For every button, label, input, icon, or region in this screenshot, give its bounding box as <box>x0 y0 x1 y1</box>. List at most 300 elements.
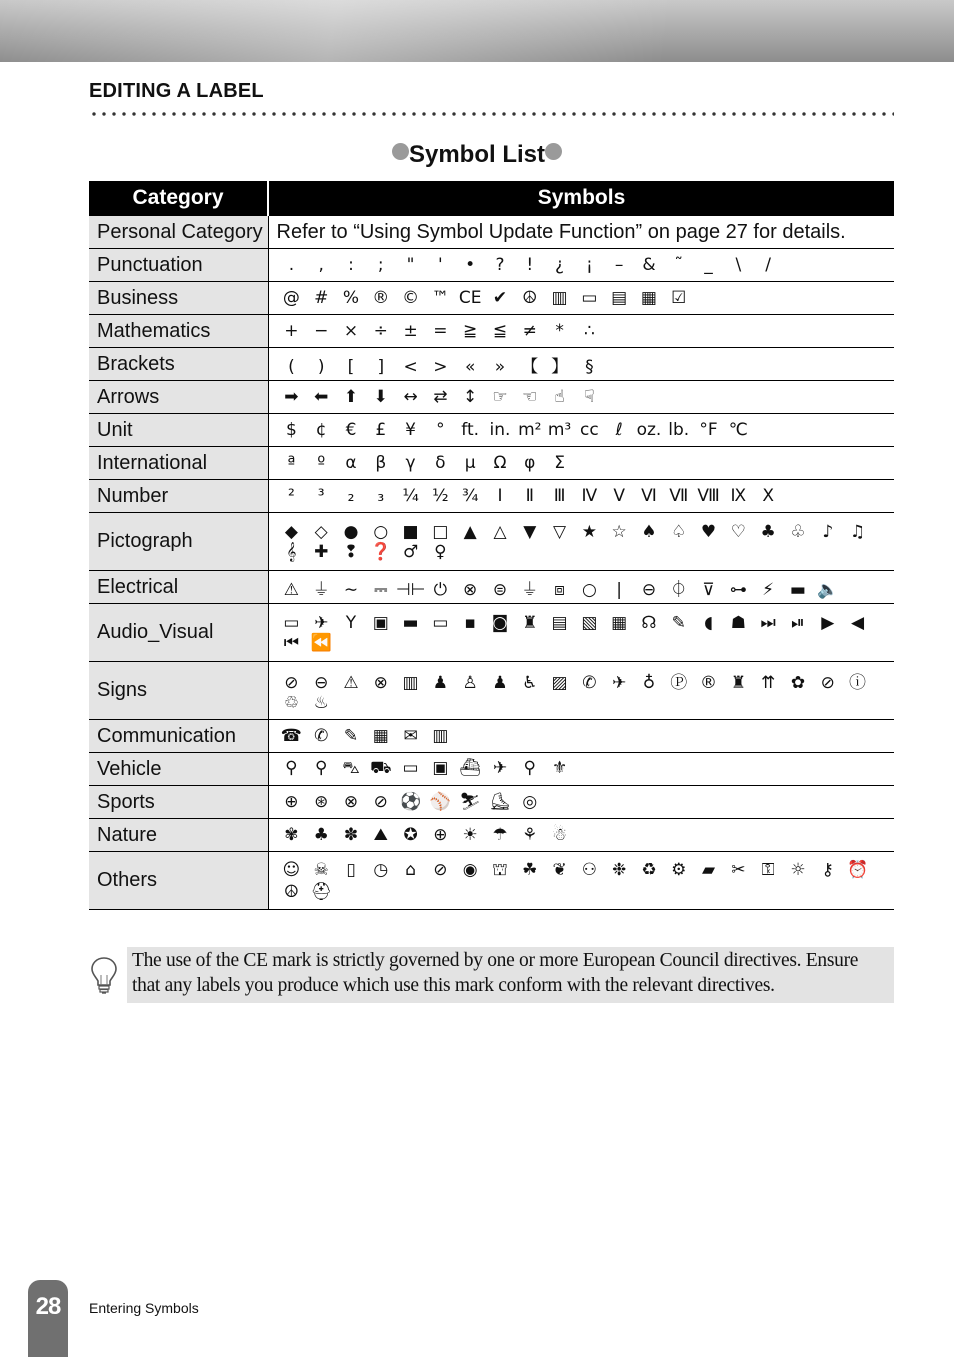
symbol-glyph: ⓘ <box>849 673 867 693</box>
symbol-glyph: ➡ <box>284 387 299 407</box>
symbol-glyph: ○ <box>373 521 389 542</box>
symbol-glyph: ☗ <box>730 612 746 633</box>
symbol-glyph: ▥ <box>402 673 419 693</box>
symbol-glyph: ✈ <box>314 612 329 633</box>
symbol-glyph: ⊕ <box>284 792 299 812</box>
symbol-glyph: – <box>614 255 624 275</box>
symbol-glyph: ☊ <box>641 612 657 633</box>
note-text: The use of the CE mark is strictly governed by one or more European Council directives. Ensure that any labels you produce which use this mark conform with the relevant directives. <box>132 950 859 996</box>
symbol-glyph: CE <box>458 288 482 308</box>
symbols-cell <box>268 720 894 753</box>
symbol-glyph: ⚜ <box>551 758 568 778</box>
symbol-glyph: § <box>585 356 594 377</box>
symbol-glyph: ⏪ <box>310 632 332 653</box>
symbol-glyph: ○ <box>581 579 597 600</box>
category-cell: Pictograph <box>89 513 268 571</box>
symbol-glyph: δ <box>435 453 446 473</box>
table-row <box>89 571 894 604</box>
symbol-glyph: ▬ <box>402 612 419 633</box>
symbol-glyph: ⚲ <box>523 758 536 778</box>
symbol-glyph: ⛟ <box>370 758 392 778</box>
symbol-glyph: 】 <box>551 356 569 377</box>
symbol-glyph: ▶ <box>821 612 835 633</box>
symbol-glyph: ⊘ <box>820 673 835 693</box>
symbol-glyph: ♟ <box>432 673 448 693</box>
symbol-glyph: ® <box>372 288 390 308</box>
symbol-glyph: ♟ <box>492 673 508 693</box>
symbol-glyph: Ⅵ <box>641 486 657 506</box>
category-cell: Nature <box>89 819 268 852</box>
table-row <box>89 282 894 315</box>
symbol-glyph: ) <box>317 356 325 377</box>
symbol-glyph: ▲ <box>463 521 477 542</box>
symbol-glyph: ✔ <box>492 288 508 308</box>
symbol-glyph: m² <box>518 420 542 440</box>
symbols-cell <box>268 348 894 381</box>
symbol-glyph: ♿ <box>522 673 538 693</box>
symbol-glyph: m³ <box>547 420 572 440</box>
symbol-glyph: © <box>402 288 420 308</box>
symbol-glyph: / <box>765 255 772 275</box>
symbol-glyph: ♣ <box>313 825 329 845</box>
symbol-glyph: Ⓟ <box>670 673 688 693</box>
symbol-glyph: ⛍ <box>342 758 360 778</box>
category-cell: Punctuation <box>89 249 268 282</box>
symbol-glyph: ▧ <box>581 612 598 633</box>
symbols-cell <box>268 414 894 447</box>
symbol-glyph: ♧ <box>790 521 806 542</box>
symbols-cell <box>268 786 894 819</box>
symbol-glyph: ˜ <box>674 255 683 275</box>
category-cell: Others <box>89 852 268 910</box>
symbol-glyph: ▪ <box>464 612 476 633</box>
symbol-glyph: ☑ <box>671 288 687 308</box>
symbol-glyph: , <box>318 255 324 275</box>
symbol-glyph: ▤ <box>551 612 568 633</box>
table-row <box>89 447 894 480</box>
table-row <box>89 662 894 720</box>
symbol-glyph: " <box>406 255 415 275</box>
symbol-glyph: ☠ <box>313 859 329 880</box>
category-cell: Vehicle <box>89 753 268 786</box>
symbol-glyph: ▤ <box>611 288 628 308</box>
symbol-glyph: Ⅸ <box>730 486 747 506</box>
symbol-glyph: ; <box>377 255 384 275</box>
symbol-glyph: ☺ <box>282 859 301 880</box>
section-title: EDITING A LABEL <box>89 80 264 102</box>
symbol-glyph: ¾ <box>461 486 479 506</box>
symbol-glyph: & <box>642 255 656 275</box>
symbol-glyph: \ <box>735 255 742 275</box>
symbol-glyph: ✉ <box>403 726 418 746</box>
symbol-glyph: ⚇ <box>581 859 597 880</box>
symbol-glyph: ⏰ <box>846 859 869 880</box>
footer-chapter: Entering Symbols <box>89 1300 199 1316</box>
table-row <box>89 819 894 852</box>
symbol-glyph: ⧈ <box>554 579 565 600</box>
symbols-cell: Refer to “Using Symbol Update Function” on page 27 for details. <box>268 216 894 249</box>
table-row <box>89 852 894 910</box>
symbol-glyph: ± <box>403 321 418 341</box>
symbol-glyph: α <box>345 453 357 473</box>
symbol-glyph: ⏭ <box>760 612 776 633</box>
symbol-glyph: ⬅ <box>314 387 329 407</box>
symbol-glyph: ▰ <box>702 859 716 880</box>
symbol-glyph: ⛷ <box>459 792 481 812</box>
symbol-glyph: ⇈ <box>761 673 776 693</box>
symbol-glyph: ♣ <box>760 521 776 542</box>
symbol-glyph: | <box>616 579 623 600</box>
symbol-glyph: − <box>314 321 329 341</box>
symbol-glyph: ⊖ <box>641 579 657 600</box>
dotted-divider <box>89 111 894 117</box>
symbols-cell <box>268 315 894 348</box>
symbol-glyph: ☘ <box>522 859 538 880</box>
symbol-glyph: ▥ <box>551 288 568 308</box>
symbol-list-title <box>0 141 954 169</box>
symbol-glyph: ▯ <box>346 859 356 880</box>
symbol-glyph: ⊣⊢ <box>395 579 426 600</box>
symbol-glyph: Ⅲ <box>553 486 566 506</box>
symbol-glyph: 𝄞 <box>286 541 297 562</box>
symbol-glyph: ▼ <box>523 521 537 542</box>
symbol-glyph: ✿ <box>790 673 806 693</box>
category-cell: Brackets <box>89 348 268 381</box>
symbols-cell <box>268 662 894 720</box>
symbol-glyph: ☀ <box>462 825 478 845</box>
symbols-cell <box>268 852 894 910</box>
symbol-glyph: ⊜ <box>492 579 508 600</box>
symbol-glyph: ♡ <box>730 521 746 542</box>
symbol-glyph: γ <box>405 453 416 473</box>
symbol-glyph: ⊛ <box>314 792 329 812</box>
symbol-glyph: ☃ <box>551 825 568 845</box>
table-row <box>89 480 894 513</box>
symbol-glyph: ☼ <box>790 859 806 880</box>
symbol-glyph: • <box>465 255 476 275</box>
symbol-glyph: ⊘ <box>284 673 299 693</box>
symbol-glyph: # <box>314 288 329 308</box>
symbol-glyph: ♀ <box>434 541 447 562</box>
symbol-glyph: ▦ <box>372 726 389 746</box>
symbol-glyph: Ⅹ <box>762 486 774 506</box>
table-row <box>89 786 894 819</box>
symbol-glyph: [ <box>347 356 355 377</box>
symbol-glyph: ⚿ <box>761 859 775 880</box>
symbol-glyph: ■ <box>402 521 419 542</box>
symbol-glyph: ✪ <box>403 825 418 845</box>
symbol-glyph: ⊕ <box>433 825 448 845</box>
symbol-glyph: ❓ <box>370 541 392 562</box>
column-header-category: Category <box>89 181 268 216</box>
table-row <box>89 720 894 753</box>
symbol-glyph: ₃ <box>377 486 385 506</box>
symbol-glyph: % <box>342 288 360 308</box>
symbols-cell <box>268 480 894 513</box>
symbol-glyph: lb. <box>668 420 690 440</box>
symbol-glyph: ≦ <box>492 321 508 341</box>
symbol-glyph: ❢ <box>343 541 359 562</box>
symbol-glyph: @ <box>282 288 300 308</box>
symbol-glyph: ● <box>343 521 359 542</box>
symbol-glyph: ⚠ <box>343 673 359 693</box>
symbol-glyph: ↔ <box>403 387 418 407</box>
symbol-glyph: ◎ <box>522 792 538 812</box>
symbol-glyph: ▨ <box>551 673 568 693</box>
symbol-glyph: ▦ <box>640 288 657 308</box>
symbol-glyph: ª <box>287 453 296 473</box>
table-row <box>89 315 894 348</box>
symbol-glyph: °F <box>699 420 718 440</box>
symbol-glyph: ▬ <box>789 579 806 600</box>
symbol-glyph: ☟ <box>584 387 595 407</box>
symbol-glyph: ⬇ <box>373 387 388 407</box>
symbol-glyph: ◖ <box>704 612 714 633</box>
symbol-glyph: ✂ <box>731 859 746 880</box>
symbol-glyph: ☮ <box>283 881 300 902</box>
symbol-glyph: ¥ <box>405 420 416 440</box>
table-row <box>89 348 894 381</box>
ce-mark-note <box>127 947 894 1003</box>
bullet-icon <box>545 143 562 160</box>
symbol-glyph: ◀ <box>851 612 865 633</box>
header-bar <box>0 0 954 62</box>
symbol-glyph: ½ <box>432 486 449 506</box>
symbol-glyph: ☮ <box>522 288 538 308</box>
symbol-glyph: ✆ <box>582 673 597 693</box>
symbol-glyph: ▦ <box>611 612 628 633</box>
symbol-glyph: ₂ <box>347 486 355 506</box>
symbol-glyph: ⏮ <box>283 632 300 653</box>
symbol-glyph: ▣ <box>432 758 449 778</box>
symbol-glyph: Ω <box>493 453 507 473</box>
symbol-glyph: ! <box>526 255 534 275</box>
symbol-glyph: ⛰ <box>373 825 388 845</box>
symbol-glyph: ✚ <box>314 541 329 562</box>
symbol-glyph: € <box>345 420 357 440</box>
symbol-glyph: ° <box>436 420 445 440</box>
symbol-glyph: > <box>433 356 448 377</box>
symbol-glyph: ³ <box>317 486 325 506</box>
bullet-icon <box>392 143 409 160</box>
category-cell: International <box>89 447 268 480</box>
symbol-glyph: ⚡ <box>762 579 775 600</box>
symbol-glyph: ∴ <box>583 321 595 341</box>
symbol-glyph: : <box>348 255 354 275</box>
symbol-glyph: ♙ <box>462 673 478 693</box>
symbol-glyph: in. <box>489 420 511 440</box>
symbol-glyph: oz. <box>636 420 662 440</box>
symbol-glyph: ⛑ <box>310 881 332 902</box>
symbol-glyph: ≠ <box>522 321 537 341</box>
symbol-glyph: * <box>555 321 564 341</box>
category-cell: Mathematics <box>89 315 268 348</box>
symbol-glyph: Y <box>345 612 357 633</box>
symbol-glyph: ⌂ <box>405 859 416 880</box>
symbol-glyph: ★ <box>581 521 597 542</box>
symbol-glyph: ♻ <box>641 859 657 880</box>
symbol-glyph: ⊽ <box>702 579 715 600</box>
symbol-glyph: ⚽ <box>400 792 422 812</box>
symbol-glyph: ⊶ <box>729 579 747 600</box>
symbol-glyph: ◙ <box>491 612 509 633</box>
symbol-glyph: ⊗ <box>463 579 478 600</box>
symbol-glyph: ⛫ <box>492 859 508 880</box>
symbols-cell <box>268 753 894 786</box>
symbol-glyph: ⚲ <box>314 758 328 778</box>
symbol-glyph: = <box>433 321 448 341</box>
table-row <box>89 249 894 282</box>
symbol-glyph: ✈ <box>612 673 627 693</box>
symbols-cell <box>268 282 894 315</box>
symbol-glyph: ✈ <box>492 758 508 778</box>
symbol-glyph: ✎ <box>671 612 686 633</box>
symbol-glyph: ▥ <box>432 726 449 746</box>
symbol-glyph: ♤ <box>671 521 687 542</box>
symbol-glyph: ▭ <box>283 612 300 633</box>
symbol-glyph: ∼ <box>343 579 359 600</box>
symbols-cell <box>268 604 894 662</box>
symbol-glyph: ¡ <box>585 255 593 275</box>
table-row <box>89 216 894 249</box>
lightbulb-icon <box>88 955 120 995</box>
symbol-glyph: ] <box>377 356 385 377</box>
symbols-cell <box>268 381 894 414</box>
symbol-glyph: ♨ <box>313 693 329 713</box>
symbol-glyph: ⚾ <box>429 792 451 812</box>
table-row <box>89 381 894 414</box>
symbol-glyph: + <box>284 321 299 341</box>
category-cell: Personal Category <box>89 216 268 249</box>
symbol-glyph: Ⅶ <box>669 486 689 506</box>
symbol-glyph: » <box>494 356 506 377</box>
symbol-glyph: ⛴ <box>459 758 481 778</box>
symbol-glyph: ▭ <box>581 288 598 308</box>
symbols-cell <box>268 447 894 480</box>
symbol-glyph: ☞ <box>492 387 508 407</box>
symbol-glyph: ⎓ <box>374 579 388 600</box>
symbol-glyph: ☝ <box>554 387 565 407</box>
symbol-glyph: ⚠ <box>283 579 300 600</box>
symbol-glyph: Σ <box>554 453 565 473</box>
symbol-glyph: ⏚ <box>521 579 539 600</box>
symbol-list-title-text: Symbol List <box>408 141 546 168</box>
symbol-glyph: ≧ <box>463 321 478 341</box>
table-row <box>89 414 894 447</box>
symbol-glyph: ⊗ <box>343 792 359 812</box>
symbol-glyph: △ <box>493 521 507 542</box>
symbol-glyph: ♪ <box>822 521 834 542</box>
symbol-glyph: ⊖ <box>314 673 329 693</box>
symbol-glyph: ² <box>287 486 295 506</box>
symbol-glyph: ⊗ <box>373 673 388 693</box>
symbol-glyph: ▭ <box>432 612 449 633</box>
category-cell: Arrows <box>89 381 268 414</box>
symbol-glyph: cc <box>580 420 599 440</box>
symbol-glyph: ✽ <box>343 825 359 845</box>
symbol-glyph: ¼ <box>402 486 419 506</box>
symbol-glyph: ÷ <box>373 321 388 341</box>
symbol-glyph: º <box>317 453 326 473</box>
symbol-glyph: ▣ <box>372 612 389 633</box>
symbol-glyph: ☎ <box>280 726 302 746</box>
table-row <box>89 753 894 786</box>
symbol-glyph: Ⅴ <box>613 486 625 506</box>
symbol-table-body <box>89 216 894 910</box>
symbol-glyph: ♥ <box>700 521 717 542</box>
category-cell: Electrical <box>89 571 268 604</box>
symbol-glyph: Ⅷ <box>697 486 720 506</box>
table-row <box>89 604 894 662</box>
symbol-glyph: ♫ <box>849 521 866 542</box>
symbol-glyph: $ <box>285 420 297 440</box>
symbol-glyph: ( <box>288 356 295 377</box>
symbol-glyph: ¢ <box>315 420 327 440</box>
symbol-glyph: ? <box>495 255 505 275</box>
symbol-glyph: × <box>343 321 359 341</box>
symbol-table <box>89 181 894 910</box>
symbol-glyph: ◉ <box>462 859 478 880</box>
symbol-glyph: Ⅰ <box>497 486 503 506</box>
symbol-glyph: ⚘ <box>522 825 538 845</box>
symbol-glyph: ✾ <box>284 825 299 845</box>
symbol-glyph: ✎ <box>343 726 359 746</box>
symbol-glyph: « <box>464 356 476 377</box>
symbol-glyph: ♲ <box>283 693 300 713</box>
category-cell: Unit <box>89 414 268 447</box>
symbol-glyph: ℓ <box>615 420 623 440</box>
symbol-glyph: μ <box>464 453 476 473</box>
symbol-glyph: ▽ <box>553 521 567 542</box>
symbol-glyph: ◆ <box>284 521 298 542</box>
symbol-glyph: φ <box>524 453 536 473</box>
symbol-glyph: ☂ <box>492 825 508 845</box>
symbol-glyph: ☜ <box>522 387 538 407</box>
symbol-glyph: ⏻ <box>433 579 448 600</box>
symbol-glyph: ⛸ <box>489 792 511 812</box>
symbol-glyph: ▭ <box>402 758 419 778</box>
symbol-glyph: _ <box>704 255 713 275</box>
category-cell: Communication <box>89 720 268 753</box>
symbol-glyph: < <box>403 356 418 377</box>
category-cell: Signs <box>89 662 268 720</box>
symbol-glyph: ♁ <box>642 673 656 693</box>
category-cell: Business <box>89 282 268 315</box>
symbol-glyph: ♠ <box>641 521 657 542</box>
symbol-glyph: ' <box>438 255 443 275</box>
page-number: 28 <box>35 1293 61 1320</box>
symbol-glyph: ™ <box>431 288 449 308</box>
symbol-glyph: ⚙ <box>671 859 687 880</box>
table-row <box>89 513 894 571</box>
symbol-glyph: ® <box>700 673 718 693</box>
symbol-glyph: ✆ <box>314 726 329 746</box>
symbol-glyph: ⏯ <box>791 612 805 633</box>
symbol-glyph: ♜ <box>522 612 538 633</box>
symbol-glyph: 🔈 <box>817 579 839 600</box>
symbol-glyph: ♂ <box>402 541 419 562</box>
symbol-glyph: ❉ <box>612 859 627 880</box>
symbol-glyph: . <box>288 255 295 275</box>
symbol-glyph: β <box>375 453 387 473</box>
symbol-glyph: ⏚ <box>312 579 330 600</box>
symbols-cell <box>268 513 894 571</box>
symbol-glyph: ⊘ <box>433 859 448 880</box>
symbol-glyph: Ⅱ <box>525 486 534 506</box>
symbol-glyph: ¿ <box>555 255 565 275</box>
symbol-glyph: ↕ <box>463 387 478 407</box>
symbol-glyph: ◇ <box>314 521 328 542</box>
